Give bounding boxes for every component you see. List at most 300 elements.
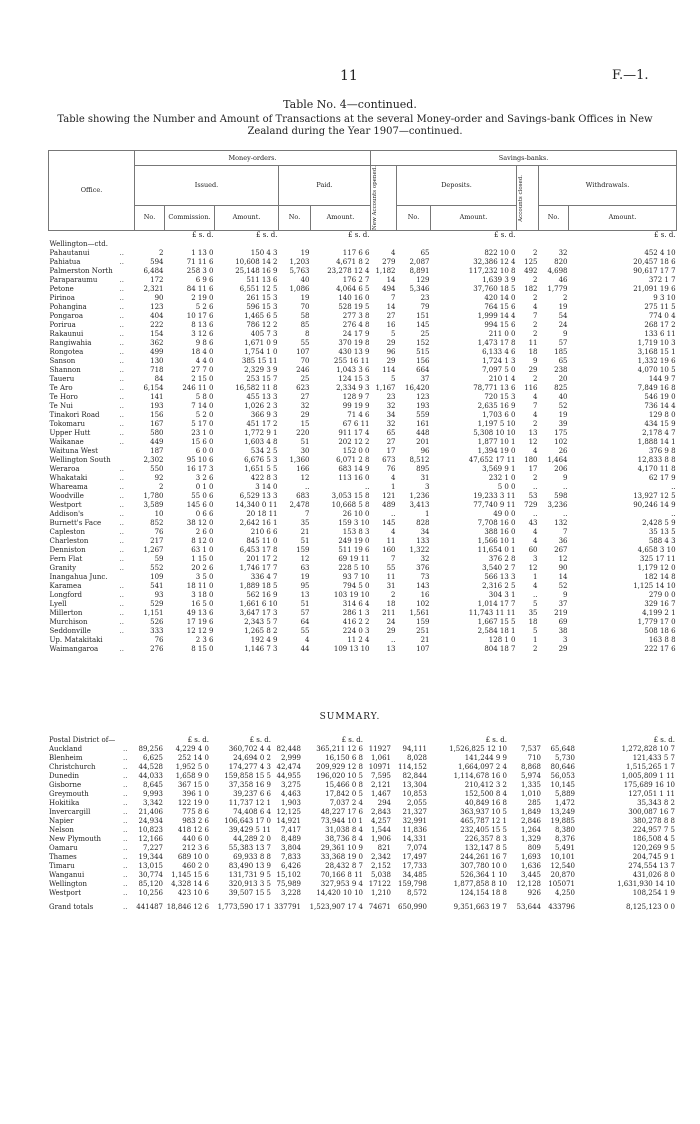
cell-value: 1 bbox=[533, 573, 538, 581]
cell-value: 2 bbox=[533, 249, 538, 257]
cell-value: 128 9 7 bbox=[342, 393, 370, 401]
cell-value: 14 bbox=[558, 573, 568, 581]
cell-value: 5,730 bbox=[554, 754, 575, 762]
cell-value: 70 bbox=[300, 357, 310, 365]
cell-value: 12,125 bbox=[276, 808, 301, 816]
cell-value: 416 2 2 bbox=[342, 618, 370, 626]
cell-value: 53 bbox=[528, 492, 538, 500]
cell-value: 27 bbox=[300, 393, 310, 401]
cell-value: 367 15 0 bbox=[177, 781, 209, 789]
cell-value: 3,804 bbox=[280, 844, 301, 852]
cell-value: 153 8 3 bbox=[342, 528, 370, 536]
cell-value: 13 bbox=[528, 429, 538, 437]
cell-value: 130 bbox=[150, 357, 164, 365]
cell-value: 76 bbox=[154, 528, 164, 536]
office-name: Invercargill bbox=[49, 808, 91, 816]
office-name: Millerton bbox=[49, 609, 83, 617]
cell-value: 5 17 0 bbox=[191, 420, 214, 428]
cell-value: 226,357 8 3 bbox=[464, 835, 507, 843]
cell-value: 244,261 16 7 bbox=[460, 853, 507, 861]
cell-value: 3 12 6 bbox=[191, 330, 214, 338]
cell-value: 5,763 bbox=[289, 267, 310, 275]
cell-value: 465,787 12 1 bbox=[460, 817, 507, 825]
cell-value: 274,554 13 7 bbox=[628, 862, 675, 870]
cell-value: 552 bbox=[150, 564, 164, 572]
office-row bbox=[49, 501, 677, 510]
cell-value: 79 bbox=[420, 303, 430, 311]
cell-value: 90,246 14 9 bbox=[633, 501, 676, 509]
cell-value: 35 bbox=[528, 609, 538, 617]
cell-value: 44 bbox=[300, 645, 310, 653]
cell-value: 2 bbox=[533, 294, 538, 302]
cell-value: 492 bbox=[524, 267, 538, 275]
cell-value: 828 bbox=[416, 519, 430, 527]
cell-value: 193 bbox=[416, 402, 430, 410]
unit-label: £ s. d. bbox=[187, 736, 209, 744]
cell-value: 3,445 bbox=[520, 871, 541, 879]
cell-value: 1,724 1 3 bbox=[482, 357, 516, 365]
leader-dots: .. bbox=[119, 285, 124, 293]
cell-value: 39,237 6 6 bbox=[233, 790, 271, 798]
cell-value: 20,457 18 6 bbox=[633, 258, 676, 266]
cell-value: 370 19 8 bbox=[338, 339, 370, 347]
cell-value: 24 bbox=[386, 618, 396, 626]
transactions-table bbox=[48, 150, 677, 654]
cell-value: 224 0 3 bbox=[342, 627, 370, 635]
office-name: Auckland bbox=[49, 745, 83, 753]
cell-value: 94,111 bbox=[402, 745, 427, 753]
leader-dots: .. bbox=[123, 889, 128, 897]
summary-row bbox=[48, 817, 676, 826]
cell-value: 2,087 bbox=[409, 258, 430, 266]
cell-value: 5 bbox=[533, 600, 538, 608]
office-name: Tinakori Road bbox=[49, 411, 100, 419]
cell-value: 13,927 12 5 bbox=[633, 492, 676, 500]
cell-value: 19 bbox=[300, 249, 310, 257]
cell-value: 489 bbox=[382, 501, 396, 509]
cell-value: 84 bbox=[154, 375, 164, 383]
cell-value: 1,145 15 6 bbox=[171, 871, 209, 879]
cell-value: 7 bbox=[533, 312, 538, 320]
cell-value: 201 bbox=[416, 438, 430, 446]
cell-value: 2 bbox=[563, 294, 568, 302]
leader-dots: .. bbox=[123, 835, 128, 843]
cell-value: 1,125 14 10 bbox=[633, 582, 676, 590]
cell-value: 1,636 bbox=[520, 862, 541, 870]
cell-value: .. bbox=[305, 483, 310, 491]
cell-value: 1,043 3 6 bbox=[336, 366, 370, 374]
summary-row bbox=[48, 889, 676, 898]
cell-value: 1,014 17 7 bbox=[477, 600, 516, 608]
cell-value: 451 17 2 bbox=[246, 420, 278, 428]
cell-value: 405 7 3 bbox=[250, 330, 278, 338]
summary-row bbox=[48, 871, 676, 880]
cell-value: 452 4 10 bbox=[644, 249, 676, 257]
cell-value: .. bbox=[533, 510, 538, 518]
cell-value: 20 18 11 bbox=[246, 510, 278, 518]
cell-value: 40,849 16 8 bbox=[464, 799, 507, 807]
cell-value: 396 1 0 bbox=[182, 790, 209, 798]
cell-value: 163 8 8 bbox=[648, 636, 676, 644]
paid-header: Paid. bbox=[279, 166, 371, 206]
cell-value: .. bbox=[533, 591, 538, 599]
cell-value: 623 bbox=[296, 384, 310, 392]
cell-value: 40 bbox=[300, 276, 310, 284]
cell-value: 39,507 15 5 bbox=[228, 889, 271, 897]
cell-value: 44,289 2 0 bbox=[233, 835, 271, 843]
leader-dots: .. bbox=[119, 276, 124, 284]
cell-value: 20,870 bbox=[550, 871, 575, 879]
cell-value: 127,051 1 11 bbox=[628, 790, 675, 798]
cell-value: 187 bbox=[150, 447, 164, 455]
cell-value: 10,853 bbox=[402, 790, 427, 798]
cell-value: 1,658 9 0 bbox=[175, 772, 209, 780]
office-name: Fern Flat bbox=[49, 555, 83, 563]
cell-value: 2 bbox=[159, 249, 164, 257]
summary-row bbox=[48, 808, 676, 817]
grand-total-row bbox=[48, 903, 676, 912]
cell-value: 123 bbox=[416, 393, 430, 401]
cell-value: 49 0 0 bbox=[493, 510, 516, 518]
cell-value: 11 bbox=[386, 573, 396, 581]
cell-value: 852 bbox=[150, 519, 164, 527]
office-name: Woodville bbox=[49, 492, 84, 500]
summary-row bbox=[48, 781, 676, 790]
cell-value: 19 bbox=[300, 573, 310, 581]
cell-value: 1,472 bbox=[554, 799, 575, 807]
cell-value: 5,346 bbox=[409, 285, 430, 293]
cell-value: 7,417 bbox=[280, 826, 301, 834]
cell-value: 1,335 bbox=[520, 781, 541, 789]
cell-value: 4,170 11 8 bbox=[637, 465, 676, 473]
cell-value: 37,358 16 9 bbox=[228, 781, 271, 789]
cell-value: 152 bbox=[416, 339, 430, 347]
cell-value: 821 bbox=[377, 844, 391, 852]
cell-value: 26 10 0 bbox=[342, 510, 370, 518]
cell-value: 89,256 bbox=[138, 745, 163, 753]
cell-value: 90 bbox=[154, 294, 164, 302]
office-name: Christchurch bbox=[49, 763, 96, 771]
cell-value: 7 bbox=[305, 510, 310, 518]
office-name: Paraparaumu bbox=[49, 276, 98, 284]
cell-value: 588 4 3 bbox=[648, 537, 676, 545]
cell-value: 76 bbox=[386, 465, 396, 473]
office-name: Pahautanui bbox=[49, 249, 90, 257]
cell-value: 300,087 16 7 bbox=[628, 808, 675, 816]
cell-value: 44,955 bbox=[276, 772, 301, 780]
cell-value: 3,413 bbox=[409, 501, 430, 509]
cell-value: 193 bbox=[150, 402, 164, 410]
cell-value: 43 bbox=[528, 519, 538, 527]
leader-dots bbox=[119, 267, 135, 276]
cell-value: 4,698 bbox=[547, 267, 568, 275]
cell-value: 60 bbox=[528, 546, 538, 554]
cell-value: 1,114,678 16 0 bbox=[453, 772, 507, 780]
cell-value: 5 2 6 bbox=[195, 303, 214, 311]
cell-value: 18 bbox=[528, 348, 538, 356]
cell-value: 3,236 bbox=[547, 501, 568, 509]
cell-value: 121,433 5 7 bbox=[632, 754, 675, 762]
cell-value: 2,999 bbox=[280, 754, 301, 762]
cell-value: 13,304 bbox=[402, 781, 427, 789]
cell-value: 14,331 bbox=[402, 835, 427, 843]
cell-value: 2,152 bbox=[370, 862, 391, 870]
cell-value: 21 bbox=[300, 528, 310, 536]
cell-value: 261 15 3 bbox=[246, 294, 278, 302]
cell-value: 209,929 12 8 bbox=[316, 763, 363, 771]
cell-value: 28,432 8 7 bbox=[325, 862, 363, 870]
cell-value: 16,150 6 8 bbox=[325, 754, 363, 762]
cell-value: 8,868 bbox=[520, 763, 541, 771]
cell-value: 7 bbox=[563, 528, 568, 536]
leader-dots: .. bbox=[123, 754, 128, 762]
cell-value: 3,569 9 1 bbox=[482, 465, 516, 473]
cell-value: 6,154 bbox=[143, 384, 164, 392]
cell-value: 35 13 5 bbox=[648, 528, 676, 536]
cell-value: 10,256 bbox=[138, 889, 163, 897]
cell-value: 15,466 0 8 bbox=[325, 781, 363, 789]
cell-value: 3 5 0 bbox=[195, 573, 214, 581]
summary-row bbox=[48, 754, 676, 763]
cell-value: 329 16 7 bbox=[644, 600, 676, 608]
cell-value: 18 4 0 bbox=[191, 348, 214, 356]
cell-value: 5 bbox=[533, 627, 538, 635]
cell-value: 32 bbox=[558, 249, 568, 257]
office-name: Waituna West bbox=[49, 447, 98, 455]
cell-value: 376 2 8 bbox=[488, 555, 516, 563]
cell-value: 994 15 6 bbox=[484, 321, 516, 329]
leader-dots: .. bbox=[123, 790, 128, 798]
cell-value: 113 16 0 bbox=[338, 474, 370, 482]
cell-value: 13,015 bbox=[138, 862, 163, 870]
leader-dots: .. bbox=[119, 384, 124, 392]
cell-value: 736 14 4 bbox=[644, 402, 676, 410]
leader-dots: .. bbox=[119, 402, 124, 410]
cell-value: 83,490 13 9 bbox=[228, 862, 271, 870]
cell-value: 125 bbox=[524, 258, 538, 266]
cell-value: 494 bbox=[382, 285, 396, 293]
cell-value: 404 bbox=[150, 312, 164, 320]
cell-value: 96 bbox=[420, 447, 430, 455]
leader-dots: .. bbox=[123, 853, 128, 861]
cell-value: 2 6 0 bbox=[195, 528, 214, 536]
cell-value: 62 17 9 bbox=[648, 474, 676, 482]
cell-value: 1,664,097 2 4 bbox=[458, 763, 507, 771]
cell-value: 3,228 bbox=[280, 889, 301, 897]
grand-total-label: Grand totals bbox=[49, 903, 94, 911]
cell-value: 4,463 bbox=[280, 790, 301, 798]
cell-value: 47,652 17 11 bbox=[468, 456, 516, 464]
cell-value: 73,944 10 1 bbox=[320, 817, 363, 825]
cell-value: 594 bbox=[150, 258, 164, 266]
cell-value: 114,152 bbox=[398, 763, 427, 771]
cell-value: 286 1 3 bbox=[342, 609, 370, 617]
summary-row bbox=[48, 826, 676, 835]
office-name: Wellington bbox=[49, 880, 88, 888]
cell-value: 82,844 bbox=[402, 772, 427, 780]
cell-value: 683 bbox=[296, 492, 310, 500]
cell-value: 7,537 bbox=[520, 745, 541, 753]
cell-value: 820 bbox=[554, 258, 568, 266]
cell-value: 39 bbox=[558, 420, 568, 428]
cell-value: 39,429 5 11 bbox=[228, 826, 271, 834]
cell-value: 16 bbox=[386, 321, 396, 329]
office-name: Porirua bbox=[49, 321, 76, 329]
office-name: Greymouth bbox=[49, 790, 89, 798]
cell-value: 7,595 bbox=[370, 772, 391, 780]
leader-dots: .. bbox=[123, 781, 128, 789]
cell-value: 5,491 bbox=[554, 844, 575, 852]
cell-value: 55,383 13 7 bbox=[228, 844, 271, 852]
withdrawals-amount-header: Amount. bbox=[569, 205, 677, 230]
cell-value: 40 bbox=[558, 393, 568, 401]
cell-value: 52 bbox=[558, 582, 568, 590]
cell-value: 143 bbox=[416, 582, 430, 590]
cell-value: 93 7 10 bbox=[342, 573, 370, 581]
office-row bbox=[49, 348, 677, 357]
cell-value: 1,267 bbox=[143, 546, 164, 554]
cell-value: 6 0 0 bbox=[195, 447, 214, 455]
cell-value: 7,833 bbox=[280, 853, 301, 861]
unit-label: £ s. d. bbox=[192, 231, 214, 239]
cell-value: 107 bbox=[416, 645, 430, 653]
cell-value: 103 19 10 bbox=[333, 591, 370, 599]
cell-value: 2 3 6 bbox=[195, 636, 214, 644]
cell-value: 511 19 6 bbox=[338, 546, 370, 554]
cell-value: 17 bbox=[386, 447, 396, 455]
cell-value: 1,526,825 12 10 bbox=[449, 745, 507, 753]
office-name: Pirinoa bbox=[49, 294, 75, 302]
cell-value: 8,891 bbox=[409, 267, 430, 275]
cell-value: 448 bbox=[416, 429, 430, 437]
cell-value: 304 3 1 bbox=[488, 591, 516, 599]
leader-dots: .. bbox=[119, 348, 124, 356]
cell-value: 718 bbox=[150, 366, 164, 374]
office-name: Oamaru bbox=[49, 844, 78, 852]
office-row bbox=[49, 546, 677, 555]
office-name: Wanganui bbox=[49, 871, 85, 879]
savings-banks-header: Savings-banks. bbox=[371, 151, 677, 166]
cell-value: 133 6 11 bbox=[644, 330, 676, 338]
cell-value: 9 bbox=[563, 591, 568, 599]
cell-value: 105071 bbox=[548, 880, 575, 888]
cell-value: .. bbox=[563, 483, 568, 491]
office-row bbox=[49, 591, 677, 600]
leader-dots: .. bbox=[119, 591, 124, 599]
issued-no-header: No. bbox=[135, 205, 165, 230]
cell-value: 38 bbox=[558, 627, 568, 635]
cell-value: 99 19 9 bbox=[342, 402, 370, 410]
cell-value: 1,146 7 3 bbox=[244, 645, 278, 653]
money-orders-header: Money-orders. bbox=[135, 151, 371, 166]
cell-value: 4,658 3 10 bbox=[637, 546, 676, 554]
leader-dots bbox=[119, 573, 135, 582]
cell-value: 4 bbox=[533, 528, 538, 536]
cell-value: 2,055 bbox=[406, 799, 427, 807]
cell-value: 13 bbox=[386, 645, 396, 653]
cell-value: 124 15 3 bbox=[338, 375, 370, 383]
grand-total-value: 53,644 bbox=[516, 903, 541, 911]
unit-label: £ s. d. bbox=[256, 231, 278, 239]
office-name: Seddonville bbox=[49, 627, 91, 635]
cell-value: 11927 bbox=[368, 745, 391, 753]
cell-value: 51 bbox=[300, 438, 310, 446]
office-row bbox=[49, 555, 677, 564]
cell-value: 11,654 0 1 bbox=[477, 546, 516, 554]
cell-value: 31 bbox=[386, 582, 396, 590]
cell-value: 11 bbox=[386, 537, 396, 545]
cell-value: 18 bbox=[386, 600, 396, 608]
cell-value: .. bbox=[533, 483, 538, 491]
office-name: Petone bbox=[49, 285, 74, 293]
cell-value: 2 bbox=[533, 420, 538, 428]
office-row bbox=[49, 465, 677, 474]
cell-value: 55 bbox=[300, 627, 310, 635]
cell-value: 172 bbox=[150, 276, 164, 284]
cell-value: 70,166 8 11 bbox=[320, 871, 363, 879]
cell-value: 145 bbox=[382, 519, 396, 527]
cell-value: 107 bbox=[296, 348, 310, 356]
cell-value: 1,210 bbox=[370, 889, 391, 897]
cell-value: 1,888 14 1 bbox=[637, 438, 676, 446]
office-row bbox=[49, 537, 677, 546]
cell-value: .. bbox=[391, 636, 396, 644]
leader-dots: .. bbox=[123, 862, 128, 870]
cell-value: 8,512 bbox=[409, 456, 430, 464]
cell-value: 2 bbox=[533, 375, 538, 383]
cell-value: 32,386 12 4 bbox=[473, 258, 516, 266]
cell-value: 6,625 bbox=[142, 754, 163, 762]
cell-value: 6,426 bbox=[280, 862, 301, 870]
cell-value: 6,453 17 8 bbox=[239, 546, 278, 554]
cell-value: 204,745 9 1 bbox=[632, 853, 675, 861]
office-row bbox=[49, 267, 677, 276]
cell-value: 202 12 2 bbox=[338, 438, 370, 446]
cell-value: 109 13 10 bbox=[333, 645, 370, 653]
cell-value: 55 bbox=[386, 564, 396, 572]
cell-value: 10,668 5 8 bbox=[331, 501, 370, 509]
cell-value: 362 bbox=[150, 339, 164, 347]
cell-value: 7 bbox=[391, 294, 396, 302]
cell-value: 12 12 9 bbox=[186, 627, 214, 635]
cell-value: 327,953 9 4 bbox=[320, 880, 363, 888]
cell-value: 431,026 8 0 bbox=[632, 871, 675, 879]
office-row bbox=[49, 285, 677, 294]
cell-value: 598 bbox=[554, 492, 568, 500]
cell-value: 106,643 17 0 bbox=[224, 817, 271, 825]
cell-value: 27 bbox=[386, 438, 396, 446]
cell-value: 508 18 6 bbox=[644, 627, 676, 635]
cell-value: 786 12 2 bbox=[246, 321, 278, 329]
cell-value: 19,233 3 11 bbox=[473, 492, 516, 500]
cell-value: 24 bbox=[558, 321, 568, 329]
cell-value: 10,145 bbox=[550, 781, 575, 789]
cell-value: 279 0 0 bbox=[648, 591, 676, 599]
cell-value: 2,316 2 5 bbox=[482, 582, 516, 590]
leader-dots: .. bbox=[119, 564, 124, 572]
cell-value: 13,249 bbox=[550, 808, 575, 816]
office-row bbox=[49, 573, 677, 582]
unit-label: £ s. d. bbox=[654, 231, 676, 239]
cell-value: 25,148 16 9 bbox=[235, 267, 278, 275]
cell-value: 2,428 5 9 bbox=[642, 519, 676, 527]
cell-value: 92 bbox=[154, 474, 164, 482]
cell-value: 32 bbox=[386, 402, 396, 410]
table-subtitle: Table showing the Number and Amount of Transactions at the several Money-order and Savings-bank Offices in New Zealand during the Year 1907—continued. bbox=[57, 114, 653, 137]
leader-dots: .. bbox=[119, 357, 124, 365]
office-row bbox=[49, 528, 677, 537]
cell-value: 5 bbox=[391, 375, 396, 383]
